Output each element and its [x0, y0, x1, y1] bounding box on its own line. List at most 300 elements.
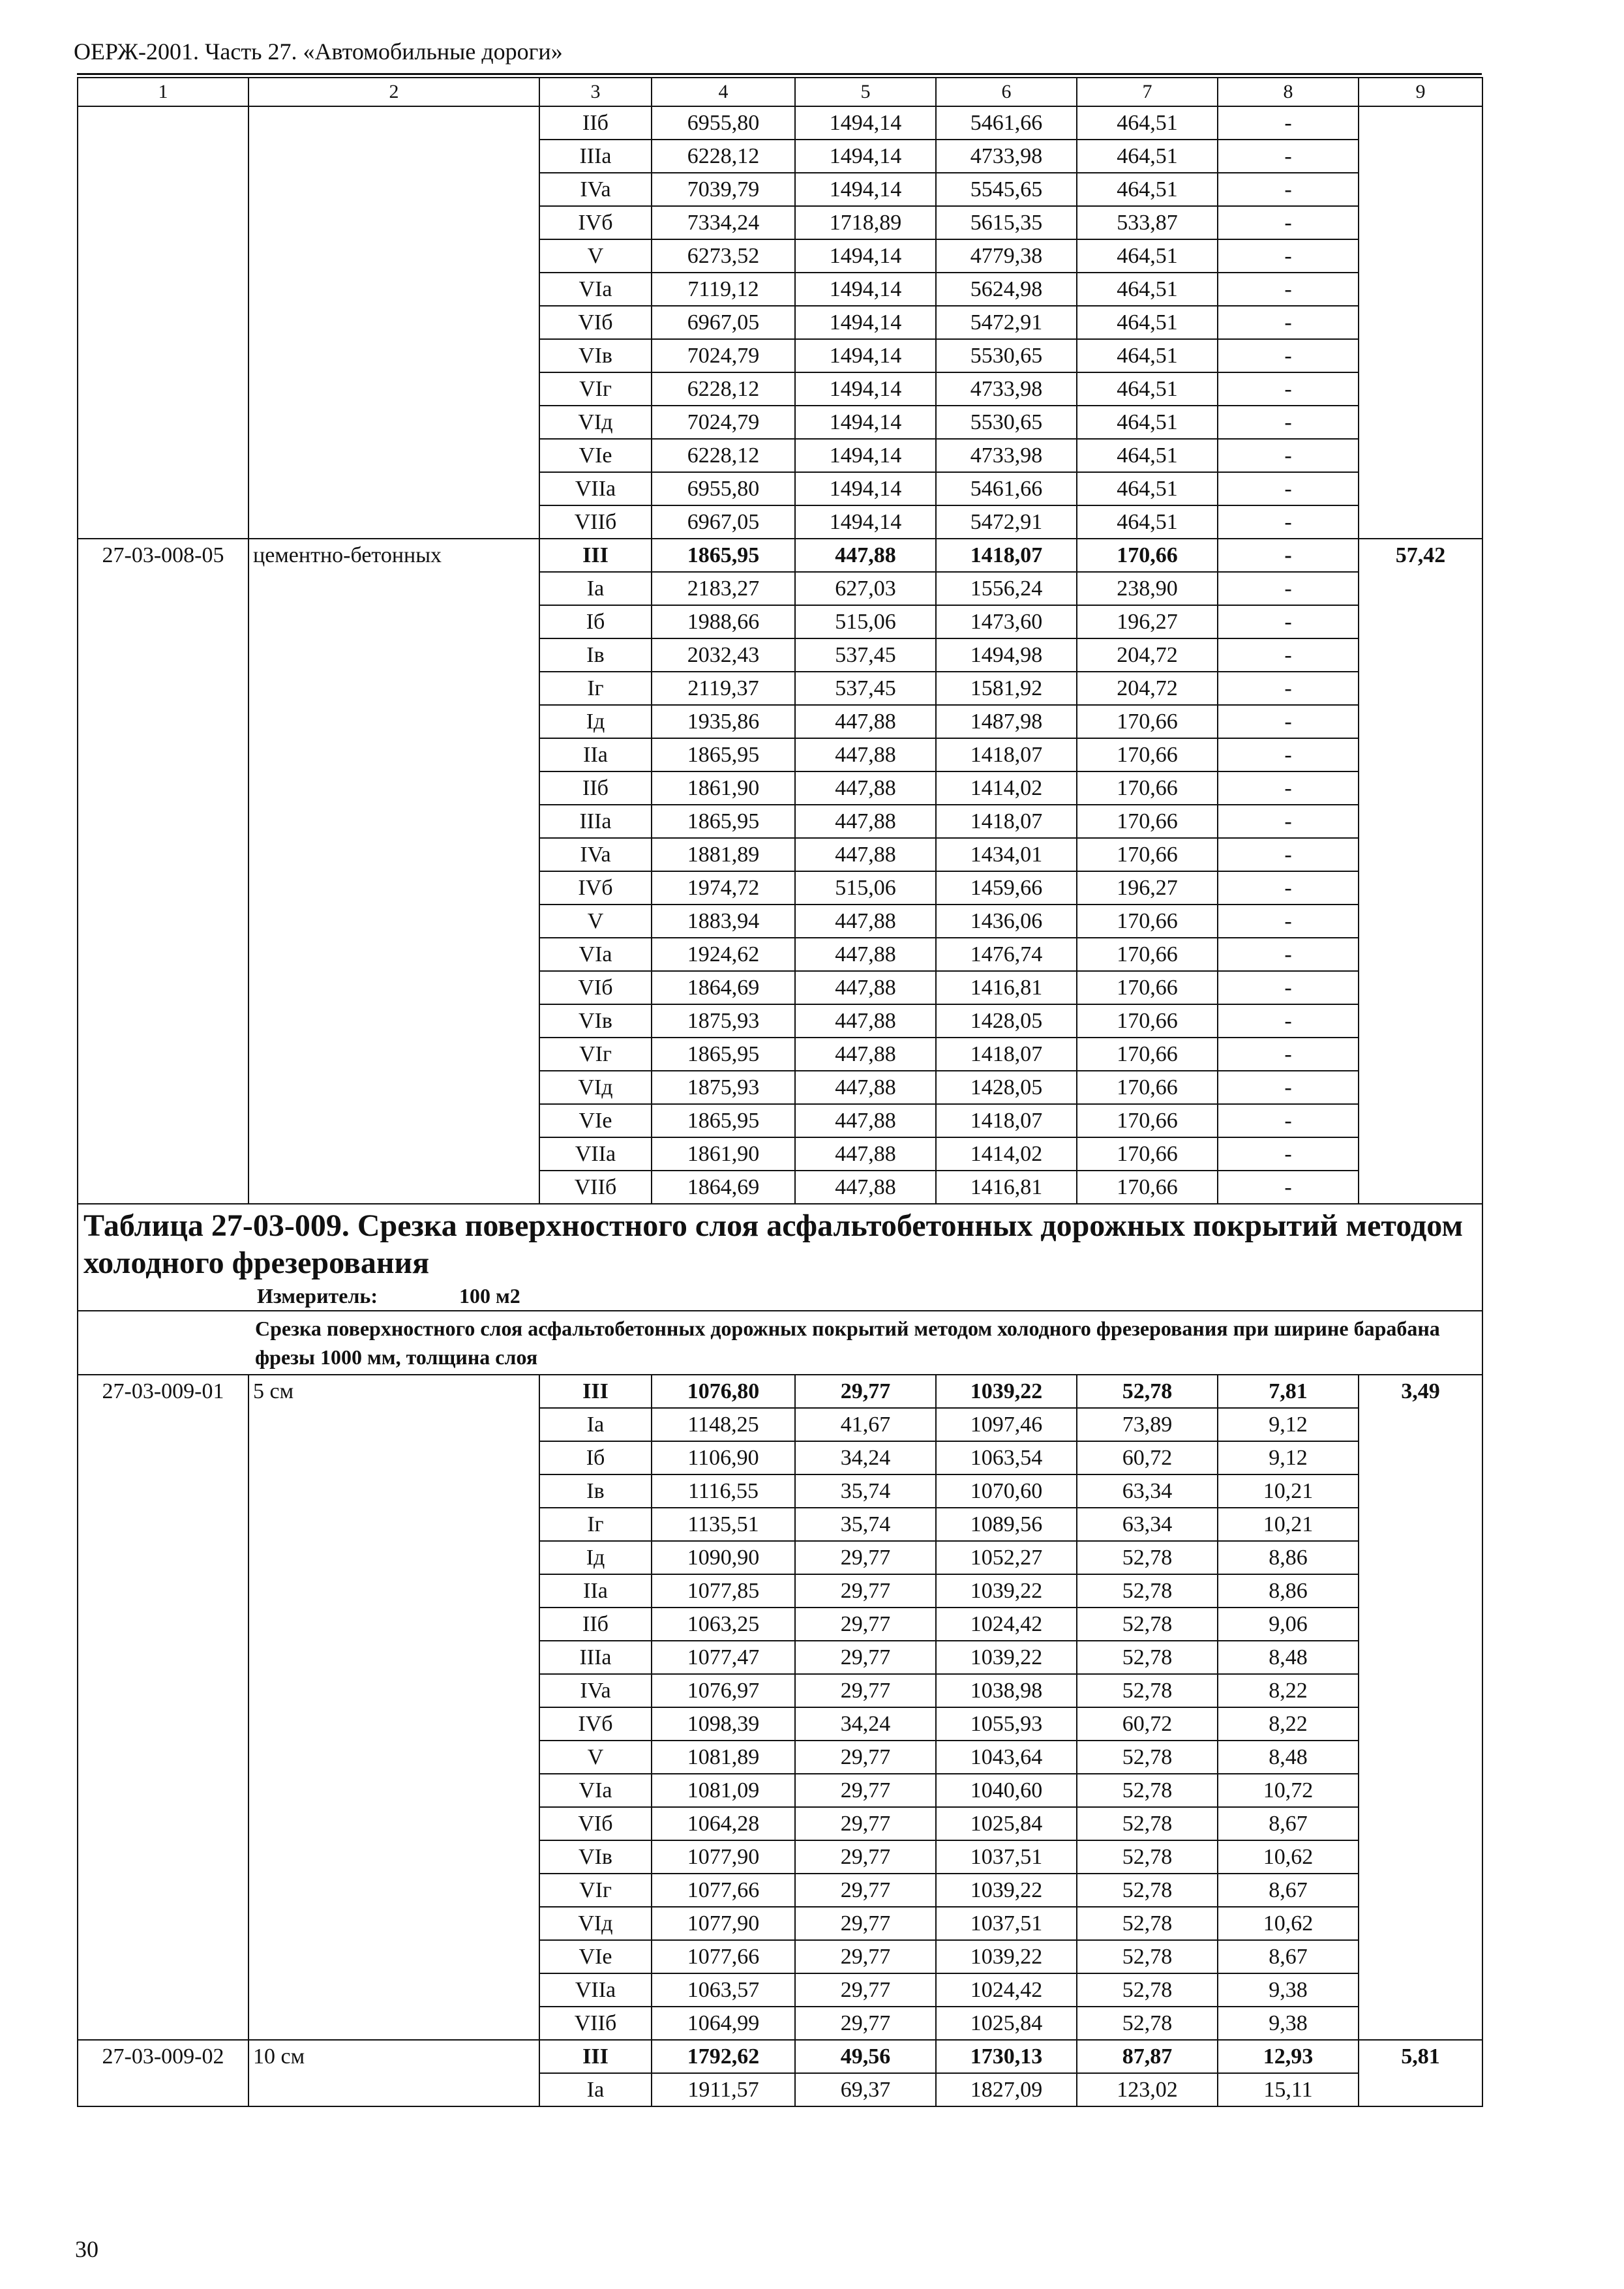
materials-cell: -: [1218, 805, 1359, 838]
materials-cell: -: [1218, 738, 1359, 771]
machinist-wages-cell: 52,78: [1077, 1375, 1218, 1408]
zone-cell: Ia: [539, 572, 652, 605]
materials-cell: 7,81: [1218, 1375, 1359, 1408]
zone-cell: IIa: [539, 1574, 652, 1608]
machines-cell: 1039,22: [936, 1874, 1077, 1907]
machines-cell: 1089,56: [936, 1508, 1077, 1541]
measure-row: [83, 1281, 1477, 1310]
total-cost-cell: 2183,27: [652, 572, 795, 605]
wages-cell: 29,77: [795, 1774, 936, 1807]
zone-cell: VIe: [539, 1940, 652, 1973]
machines-cell: 1414,02: [936, 771, 1077, 805]
machines-cell: 1037,51: [936, 1840, 1077, 1874]
zone-cell: VIe: [539, 1104, 652, 1137]
wages-cell: 1494,14: [795, 372, 936, 406]
machines-cell: 1039,22: [936, 1641, 1077, 1674]
machinist-wages-cell: 170,66: [1077, 805, 1218, 838]
materials-cell: -: [1218, 339, 1359, 372]
machinist-wages-cell: 52,78: [1077, 1907, 1218, 1940]
machines-cell: 1418,07: [936, 1038, 1077, 1071]
total-cost-cell: 7119,12: [652, 273, 795, 306]
machinist-wages-cell: 52,78: [1077, 1741, 1218, 1774]
wages-cell: 627,03: [795, 572, 936, 605]
machines-cell: 1039,22: [936, 1574, 1077, 1608]
machinist-wages-cell: 52,78: [1077, 1807, 1218, 1840]
zone-cell: VIб: [539, 1807, 652, 1840]
wages-cell: 29,77: [795, 1940, 936, 1973]
rate-code-cell: 27-03-009-02: [78, 2040, 248, 2106]
total-cost-cell: 1081,89: [652, 1741, 795, 1774]
machinist-wages-cell: 464,51: [1077, 472, 1218, 505]
machines-cell: 1418,07: [936, 1104, 1077, 1137]
zone-cell: VIIб: [539, 1171, 652, 1204]
measure-value: 100 м2: [459, 1284, 520, 1308]
materials-cell: 8,48: [1218, 1641, 1359, 1674]
wages-cell: 447,88: [795, 1104, 936, 1137]
materials-cell: -: [1218, 1004, 1359, 1038]
machinist-wages-cell: 464,51: [1077, 140, 1218, 173]
machines-cell: 1418,07: [936, 738, 1077, 771]
wages-cell: 29,77: [795, 1641, 936, 1674]
zone-cell: IVб: [539, 206, 652, 239]
wages-cell: 1494,14: [795, 472, 936, 505]
zone-cell: V: [539, 1741, 652, 1774]
materials-cell: 10,62: [1218, 1907, 1359, 1940]
materials-cell: -: [1218, 705, 1359, 738]
total-cost-cell: 1081,09: [652, 1774, 795, 1807]
wages-cell: 69,37: [795, 2073, 936, 2106]
materials-cell: -: [1218, 505, 1359, 539]
measure-label: Измеритель:: [257, 1284, 378, 1308]
work-name-cell: [248, 106, 539, 539]
total-cost-cell: 6955,80: [652, 472, 795, 505]
total-cost-cell: 6967,05: [652, 505, 795, 539]
zone-cell: VIв: [539, 1004, 652, 1038]
materials-cell: 9,12: [1218, 1408, 1359, 1441]
machines-cell: 1827,09: [936, 2073, 1077, 2106]
machinist-wages-cell: 170,66: [1077, 938, 1218, 971]
zone-cell: Ia: [539, 1408, 652, 1441]
machines-cell: 1418,07: [936, 539, 1077, 572]
wages-cell: 35,74: [795, 1508, 936, 1541]
machines-cell: 1039,22: [936, 1940, 1077, 1973]
materials-cell: 8,22: [1218, 1707, 1359, 1741]
machinist-wages-cell: 52,78: [1077, 1541, 1218, 1574]
materials-cell: -: [1218, 140, 1359, 173]
machinist-wages-cell: 170,66: [1077, 771, 1218, 805]
machines-cell: 1494,98: [936, 638, 1077, 672]
machinist-wages-cell: 52,78: [1077, 1574, 1218, 1608]
materials-cell: 9,12: [1218, 1441, 1359, 1474]
materials-cell: 10,21: [1218, 1474, 1359, 1508]
total-cost-cell: 1148,25: [652, 1408, 795, 1441]
machinist-wages-cell: 63,34: [1077, 1508, 1218, 1541]
total-cost-cell: 7024,79: [652, 406, 795, 439]
total-cost-cell: 2032,43: [652, 638, 795, 672]
section-description-row: [78, 1311, 1482, 1375]
rates-table: [77, 77, 1483, 2107]
wages-cell: 447,88: [795, 1171, 936, 1204]
zone-cell: III: [539, 2040, 652, 2073]
zone-cell: VIIa: [539, 1137, 652, 1171]
zone-cell: V: [539, 905, 652, 938]
rates-table-body: [78, 78, 1482, 2106]
total-cost-cell: 1077,85: [652, 1574, 795, 1608]
machinist-wages-cell: 52,78: [1077, 1608, 1218, 1641]
wages-cell: 537,45: [795, 672, 936, 705]
total-cost-cell: 1076,97: [652, 1674, 795, 1707]
zone-cell: VIб: [539, 306, 652, 339]
machinist-wages-cell: 60,72: [1077, 1441, 1218, 1474]
machines-cell: 1024,42: [936, 1973, 1077, 2007]
machines-cell: 5530,65: [936, 339, 1077, 372]
total-cost-cell: 6228,12: [652, 439, 795, 472]
machinist-wages-cell: 52,78: [1077, 1774, 1218, 1807]
wages-cell: 35,74: [795, 1474, 936, 1508]
materials-cell: -: [1218, 905, 1359, 938]
zone-cell: VIв: [539, 339, 652, 372]
wages-cell: 1494,14: [795, 239, 936, 273]
labor-cost-cell: 3,49: [1359, 1375, 1482, 2040]
materials-cell: -: [1218, 638, 1359, 672]
machinist-wages-cell: 170,66: [1077, 1137, 1218, 1171]
machinist-wages-cell: 204,72: [1077, 638, 1218, 672]
total-cost-cell: 1924,62: [652, 938, 795, 971]
zone-cell: IIIa: [539, 140, 652, 173]
zone-cell: III: [539, 539, 652, 572]
materials-cell: -: [1218, 1104, 1359, 1137]
work-name-cell: 10 см: [248, 2040, 539, 2106]
machines-cell: 1418,07: [936, 805, 1077, 838]
wages-cell: 29,77: [795, 2007, 936, 2040]
materials-cell: -: [1218, 439, 1359, 472]
total-cost-cell: 1911,57: [652, 2073, 795, 2106]
section-title: [78, 1204, 1482, 1311]
total-cost-cell: 1865,95: [652, 1104, 795, 1137]
materials-cell: 9,38: [1218, 1973, 1359, 2007]
materials-cell: -: [1218, 771, 1359, 805]
total-cost-cell: 1974,72: [652, 871, 795, 905]
machines-cell: 5545,65: [936, 173, 1077, 206]
machinist-wages-cell: 52,78: [1077, 2007, 1218, 2040]
wages-cell: 447,88: [795, 1038, 936, 1071]
wages-cell: 29,77: [795, 1874, 936, 1907]
materials-cell: -: [1218, 472, 1359, 505]
wages-cell: 447,88: [795, 705, 936, 738]
machines-cell: 1025,84: [936, 2007, 1077, 2040]
machinist-wages-cell: 170,66: [1077, 1171, 1218, 1204]
machinist-wages-cell: 52,78: [1077, 1641, 1218, 1674]
machines-cell: 1487,98: [936, 705, 1077, 738]
zone-cell: IVa: [539, 838, 652, 871]
machines-cell: 1428,05: [936, 1004, 1077, 1038]
machinist-wages-cell: 170,66: [1077, 705, 1218, 738]
machines-cell: 5624,98: [936, 273, 1077, 306]
machinist-wages-cell: 170,66: [1077, 539, 1218, 572]
materials-cell: 8,86: [1218, 1574, 1359, 1608]
total-cost-cell: 1865,95: [652, 1038, 795, 1071]
machines-cell: 1581,92: [936, 672, 1077, 705]
materials-cell: -: [1218, 306, 1359, 339]
labor-cost-cell: 57,42: [1359, 539, 1482, 1204]
total-cost-cell: 1865,95: [652, 805, 795, 838]
total-cost-cell: 7024,79: [652, 339, 795, 372]
machines-cell: 1037,51: [936, 1907, 1077, 1940]
machines-cell: 1428,05: [936, 1071, 1077, 1104]
zone-cell: VIд: [539, 1071, 652, 1104]
machinist-wages-cell: 170,66: [1077, 905, 1218, 938]
table-row: [78, 539, 1482, 572]
zone-cell: VIб: [539, 971, 652, 1004]
work-name-cell: 5 см: [248, 1375, 539, 2040]
wages-cell: 49,56: [795, 2040, 936, 2073]
zone-cell: VIIa: [539, 1973, 652, 2007]
machinist-wages-cell: 52,78: [1077, 1973, 1218, 2007]
machines-cell: 4733,98: [936, 372, 1077, 406]
machinist-wages-cell: 196,27: [1077, 605, 1218, 638]
zone-cell: VIIб: [539, 505, 652, 539]
total-cost-cell: 1881,89: [652, 838, 795, 871]
machinist-wages-cell: 52,78: [1077, 1674, 1218, 1707]
wages-cell: 1494,14: [795, 273, 936, 306]
total-cost-cell: 1861,90: [652, 1137, 795, 1171]
materials-cell: 10,21: [1218, 1508, 1359, 1541]
materials-cell: -: [1218, 239, 1359, 273]
total-cost-cell: 1077,66: [652, 1940, 795, 1973]
wages-cell: 41,67: [795, 1408, 936, 1441]
machines-cell: 1434,01: [936, 838, 1077, 871]
wages-cell: 1494,14: [795, 140, 936, 173]
materials-cell: 8,48: [1218, 1741, 1359, 1774]
materials-cell: -: [1218, 1071, 1359, 1104]
machines-cell: 5615,35: [936, 206, 1077, 239]
table-row: [78, 2040, 1482, 2073]
machinist-wages-cell: 464,51: [1077, 306, 1218, 339]
wages-cell: 29,77: [795, 1807, 936, 1840]
wages-cell: 447,88: [795, 838, 936, 871]
column-number: 7: [1077, 78, 1218, 106]
machines-cell: 5472,91: [936, 505, 1077, 539]
materials-cell: 15,11: [1218, 2073, 1359, 2106]
materials-cell: -: [1218, 1137, 1359, 1171]
column-number: 2: [248, 78, 539, 106]
total-cost-cell: 1077,47: [652, 1641, 795, 1674]
column-number: 9: [1359, 78, 1482, 106]
machines-cell: 1476,74: [936, 938, 1077, 971]
machinist-wages-cell: 464,51: [1077, 173, 1218, 206]
zone-cell: IVa: [539, 173, 652, 206]
zone-cell: Iд: [539, 705, 652, 738]
machinist-wages-cell: 73,89: [1077, 1408, 1218, 1441]
materials-cell: -: [1218, 1171, 1359, 1204]
machinist-wages-cell: 170,66: [1077, 1038, 1218, 1071]
materials-cell: -: [1218, 273, 1359, 306]
total-cost-cell: 1064,99: [652, 2007, 795, 2040]
wages-cell: 1718,89: [795, 206, 936, 239]
wages-cell: 29,77: [795, 1973, 936, 2007]
machines-cell: 1039,22: [936, 1375, 1077, 1408]
wages-cell: 515,06: [795, 605, 936, 638]
wages-cell: 447,88: [795, 805, 936, 838]
total-cost-cell: 7334,24: [652, 206, 795, 239]
total-cost-cell: 6273,52: [652, 239, 795, 273]
materials-cell: 8,67: [1218, 1807, 1359, 1840]
wages-cell: 1494,14: [795, 306, 936, 339]
total-cost-cell: 1865,95: [652, 539, 795, 572]
materials-cell: 8,22: [1218, 1674, 1359, 1707]
total-cost-cell: 1865,95: [652, 738, 795, 771]
machinist-wages-cell: 464,51: [1077, 505, 1218, 539]
machines-cell: 4733,98: [936, 439, 1077, 472]
materials-cell: 8,67: [1218, 1940, 1359, 1973]
machines-cell: 5530,65: [936, 406, 1077, 439]
column-number: 3: [539, 78, 652, 106]
machinist-wages-cell: 123,02: [1077, 2073, 1218, 2106]
wages-cell: 29,77: [795, 1907, 936, 1940]
total-cost-cell: 6955,80: [652, 106, 795, 140]
machines-cell: 1414,02: [936, 1137, 1077, 1171]
total-cost-cell: 1864,69: [652, 971, 795, 1004]
materials-cell: -: [1218, 871, 1359, 905]
total-cost-cell: 1064,28: [652, 1807, 795, 1840]
total-cost-cell: 1861,90: [652, 771, 795, 805]
total-cost-cell: 1935,86: [652, 705, 795, 738]
wages-cell: 1494,14: [795, 339, 936, 372]
machinist-wages-cell: 60,72: [1077, 1707, 1218, 1741]
materials-cell: -: [1218, 173, 1359, 206]
machines-cell: 1459,66: [936, 871, 1077, 905]
materials-cell: -: [1218, 372, 1359, 406]
work-name-cell: цементно-бетонных: [248, 539, 539, 1204]
column-number: 5: [795, 78, 936, 106]
page-header: ОЕРЖ-2001. Часть 27. «Автомобильные дороги»: [74, 38, 563, 65]
wages-cell: 447,88: [795, 738, 936, 771]
materials-cell: -: [1218, 406, 1359, 439]
column-number-row: [78, 78, 1482, 106]
zone-cell: VIa: [539, 938, 652, 971]
page-number: 30: [75, 2236, 98, 2262]
zone-cell: IIIa: [539, 1641, 652, 1674]
wages-cell: 447,88: [795, 938, 936, 971]
column-number: 1: [78, 78, 248, 106]
zone-cell: IIa: [539, 738, 652, 771]
zone-cell: IVб: [539, 1707, 652, 1741]
zone-cell: IVa: [539, 1674, 652, 1707]
zone-cell: Iб: [539, 605, 652, 638]
machines-cell: 1097,46: [936, 1408, 1077, 1441]
total-cost-cell: 1135,51: [652, 1508, 795, 1541]
materials-cell: 10,62: [1218, 1840, 1359, 1874]
materials-cell: 9,38: [1218, 2007, 1359, 2040]
machinist-wages-cell: 170,66: [1077, 1004, 1218, 1038]
machines-cell: 5461,66: [936, 472, 1077, 505]
wages-cell: 447,88: [795, 1071, 936, 1104]
materials-cell: 12,93: [1218, 2040, 1359, 2073]
wages-cell: 29,77: [795, 1541, 936, 1574]
machinist-wages-cell: 204,72: [1077, 672, 1218, 705]
machinist-wages-cell: 464,51: [1077, 372, 1218, 406]
materials-cell: 10,72: [1218, 1774, 1359, 1807]
total-cost-cell: 1988,66: [652, 605, 795, 638]
zone-cell: VIг: [539, 1874, 652, 1907]
machines-cell: 5472,91: [936, 306, 1077, 339]
total-cost-cell: 6228,12: [652, 140, 795, 173]
machinist-wages-cell: 533,87: [1077, 206, 1218, 239]
wages-cell: 1494,14: [795, 505, 936, 539]
zone-cell: Iв: [539, 638, 652, 672]
zone-cell: VIд: [539, 406, 652, 439]
total-cost-cell: 1077,66: [652, 1874, 795, 1907]
total-cost-cell: 1792,62: [652, 2040, 795, 2073]
machinist-wages-cell: 52,78: [1077, 1840, 1218, 1874]
total-cost-cell: 1076,80: [652, 1375, 795, 1408]
machines-cell: 4733,98: [936, 140, 1077, 173]
total-cost-cell: 1864,69: [652, 1171, 795, 1204]
materials-cell: -: [1218, 971, 1359, 1004]
wages-cell: 1494,14: [795, 106, 936, 140]
machines-cell: 1038,98: [936, 1674, 1077, 1707]
total-cost-cell: 1077,90: [652, 1907, 795, 1940]
wages-cell: 29,77: [795, 1741, 936, 1774]
materials-cell: 8,86: [1218, 1541, 1359, 1574]
table-row: [78, 106, 1482, 140]
wages-cell: 1494,14: [795, 406, 936, 439]
zone-cell: Iд: [539, 1541, 652, 1574]
machines-cell: 1416,81: [936, 1171, 1077, 1204]
materials-cell: 9,06: [1218, 1608, 1359, 1641]
column-number: 4: [652, 78, 795, 106]
rate-code-cell: [78, 106, 248, 539]
wages-cell: 515,06: [795, 871, 936, 905]
zone-cell: VIд: [539, 1907, 652, 1940]
section-title-text: Таблица 27-03-009. Срезка поверхностного слоя асфальтобетонных дорожных покрытий методом холодного фрезерования: [83, 1208, 1464, 1280]
wages-cell: 1494,14: [795, 173, 936, 206]
materials-cell: -: [1218, 672, 1359, 705]
wages-cell: 447,88: [795, 539, 936, 572]
machinist-wages-cell: 464,51: [1077, 406, 1218, 439]
zone-cell: IIIa: [539, 805, 652, 838]
section-title-row: [78, 1204, 1482, 1311]
wages-cell: 447,88: [795, 905, 936, 938]
machinist-wages-cell: 196,27: [1077, 871, 1218, 905]
zone-cell: VIe: [539, 439, 652, 472]
machines-cell: 1556,24: [936, 572, 1077, 605]
wages-cell: 29,77: [795, 1674, 936, 1707]
total-cost-cell: 1875,93: [652, 1071, 795, 1104]
wages-cell: 447,88: [795, 1004, 936, 1038]
rate-code-cell: 27-03-009-01: [78, 1375, 248, 2040]
machinist-wages-cell: 52,78: [1077, 1940, 1218, 1973]
machines-cell: 1024,42: [936, 1608, 1077, 1641]
total-cost-cell: 1098,39: [652, 1707, 795, 1741]
total-cost-cell: 1063,57: [652, 1973, 795, 2007]
total-cost-cell: 1875,93: [652, 1004, 795, 1038]
column-number: 8: [1218, 78, 1359, 106]
zone-cell: Iб: [539, 1441, 652, 1474]
labor-cost-cell: [1359, 106, 1482, 539]
total-cost-cell: 1883,94: [652, 905, 795, 938]
machinist-wages-cell: 170,66: [1077, 971, 1218, 1004]
zone-cell: IIб: [539, 771, 652, 805]
machinist-wages-cell: 238,90: [1077, 572, 1218, 605]
description-spacer: [78, 1311, 248, 1375]
zone-cell: VIa: [539, 1774, 652, 1807]
zone-cell: VIIб: [539, 2007, 652, 2040]
zone-cell: Iв: [539, 1474, 652, 1508]
machinist-wages-cell: 170,66: [1077, 1071, 1218, 1104]
machinist-wages-cell: 52,78: [1077, 1874, 1218, 1907]
machines-cell: 1730,13: [936, 2040, 1077, 2073]
